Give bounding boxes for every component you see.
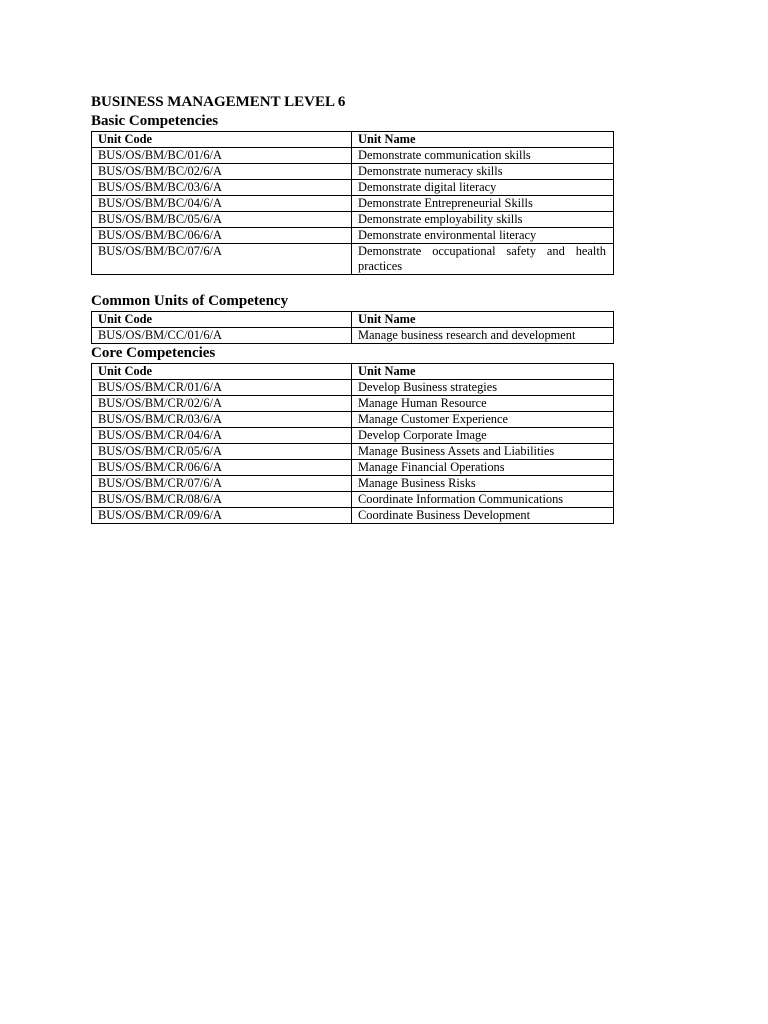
table-row xyxy=(92,196,614,212)
unit-name-header: Unit Name xyxy=(352,132,614,148)
unit-code-cell: BUS/OS/BM/BC/01/6/A xyxy=(92,148,352,164)
unit-code-cell: BUS/OS/BM/BC/04/6/A xyxy=(92,196,352,212)
unit-name-cell: Demonstrate employability skills xyxy=(352,212,614,228)
unit-code-cell: BUS/OS/BM/CR/04/6/A xyxy=(92,428,352,444)
unit-code-cell: BUS/OS/BM/BC/03/6/A xyxy=(92,180,352,196)
table-row xyxy=(92,328,614,344)
table-header-row xyxy=(92,312,614,328)
table-row xyxy=(92,444,614,460)
unit-code-cell: BUS/OS/BM/CR/05/6/A xyxy=(92,444,352,460)
unit-code-cell: BUS/OS/BM/BC/07/6/A xyxy=(92,244,352,275)
unit-code-cell: BUS/OS/BM/BC/02/6/A xyxy=(92,164,352,180)
table-row xyxy=(92,148,614,164)
unit-name-cell: Develop Business strategies xyxy=(352,380,614,396)
table-row xyxy=(92,476,614,492)
unit-name-cell: Manage Business Assets and Liabilities xyxy=(352,444,614,460)
table-row xyxy=(92,492,614,508)
unit-code-header: Unit Code xyxy=(92,364,352,380)
unit-name-cell: Demonstrate Entrepreneurial Skills xyxy=(352,196,614,212)
unit-name-cell: Demonstrate environmental literacy xyxy=(352,228,614,244)
table-row xyxy=(92,412,614,428)
unit-name-cell: Demonstrate communication skills xyxy=(352,148,614,164)
common-units-table xyxy=(91,311,614,344)
document-page xyxy=(91,93,613,524)
unit-name-header: Unit Name xyxy=(352,364,614,380)
table-row xyxy=(92,164,614,180)
unit-name-cell: Coordinate Business Development xyxy=(352,508,614,524)
unit-name-cell: Demonstrate numeracy skills xyxy=(352,164,614,180)
document-title: BUSINESS MANAGEMENT LEVEL 6 xyxy=(91,94,346,110)
table-header-row xyxy=(92,364,614,380)
unit-name-cell: Manage business research and development xyxy=(352,328,614,344)
table-row xyxy=(92,508,614,524)
unit-code-cell: BUS/OS/BM/BC/06/6/A xyxy=(92,228,352,244)
core-competencies-table xyxy=(91,363,614,524)
unit-name-cell: Demonstrate digital literacy xyxy=(352,180,614,196)
unit-code-cell: BUS/OS/BM/CR/08/6/A xyxy=(92,492,352,508)
unit-code-cell: BUS/OS/BM/CR/03/6/A xyxy=(92,412,352,428)
table-row xyxy=(92,428,614,444)
table-row xyxy=(92,460,614,476)
unit-code-cell: BUS/OS/BM/CC/01/6/A xyxy=(92,328,352,344)
table-row xyxy=(92,180,614,196)
unit-name-header: Unit Name xyxy=(352,312,614,328)
table-row xyxy=(92,396,614,412)
unit-code-cell: BUS/OS/BM/BC/05/6/A xyxy=(92,212,352,228)
table-row xyxy=(92,244,614,275)
unit-name-cell: Manage Business Risks xyxy=(352,476,614,492)
unit-code-cell: BUS/OS/BM/CR/06/6/A xyxy=(92,460,352,476)
unit-name-cell: Develop Corporate Image xyxy=(352,428,614,444)
basic-competencies-heading: Basic Competencies xyxy=(91,113,219,129)
unit-code-cell: BUS/OS/BM/CR/07/6/A xyxy=(92,476,352,492)
unit-name-cell: Manage Financial Operations xyxy=(352,460,614,476)
unit-name-cell: Manage Customer Experience xyxy=(352,412,614,428)
table-row xyxy=(92,212,614,228)
unit-code-cell: BUS/OS/BM/CR/01/6/A xyxy=(92,380,352,396)
unit-code-header: Unit Code xyxy=(92,312,352,328)
unit-code-cell: BUS/OS/BM/CR/02/6/A xyxy=(92,396,352,412)
unit-name-cell: Manage Human Resource xyxy=(352,396,614,412)
unit-name-cell: Demonstrate occupational safety and health practices xyxy=(352,244,614,275)
unit-code-header: Unit Code xyxy=(92,132,352,148)
table-row xyxy=(92,380,614,396)
common-units-heading: Common Units of Competency xyxy=(91,293,289,309)
core-competencies-heading: Core Competencies xyxy=(91,345,216,361)
unit-name-cell: Coordinate Information Communications xyxy=(352,492,614,508)
basic-competencies-table xyxy=(91,131,614,275)
table-row xyxy=(92,228,614,244)
unit-code-cell: BUS/OS/BM/CR/09/6/A xyxy=(92,508,352,524)
table-header-row xyxy=(92,132,614,148)
